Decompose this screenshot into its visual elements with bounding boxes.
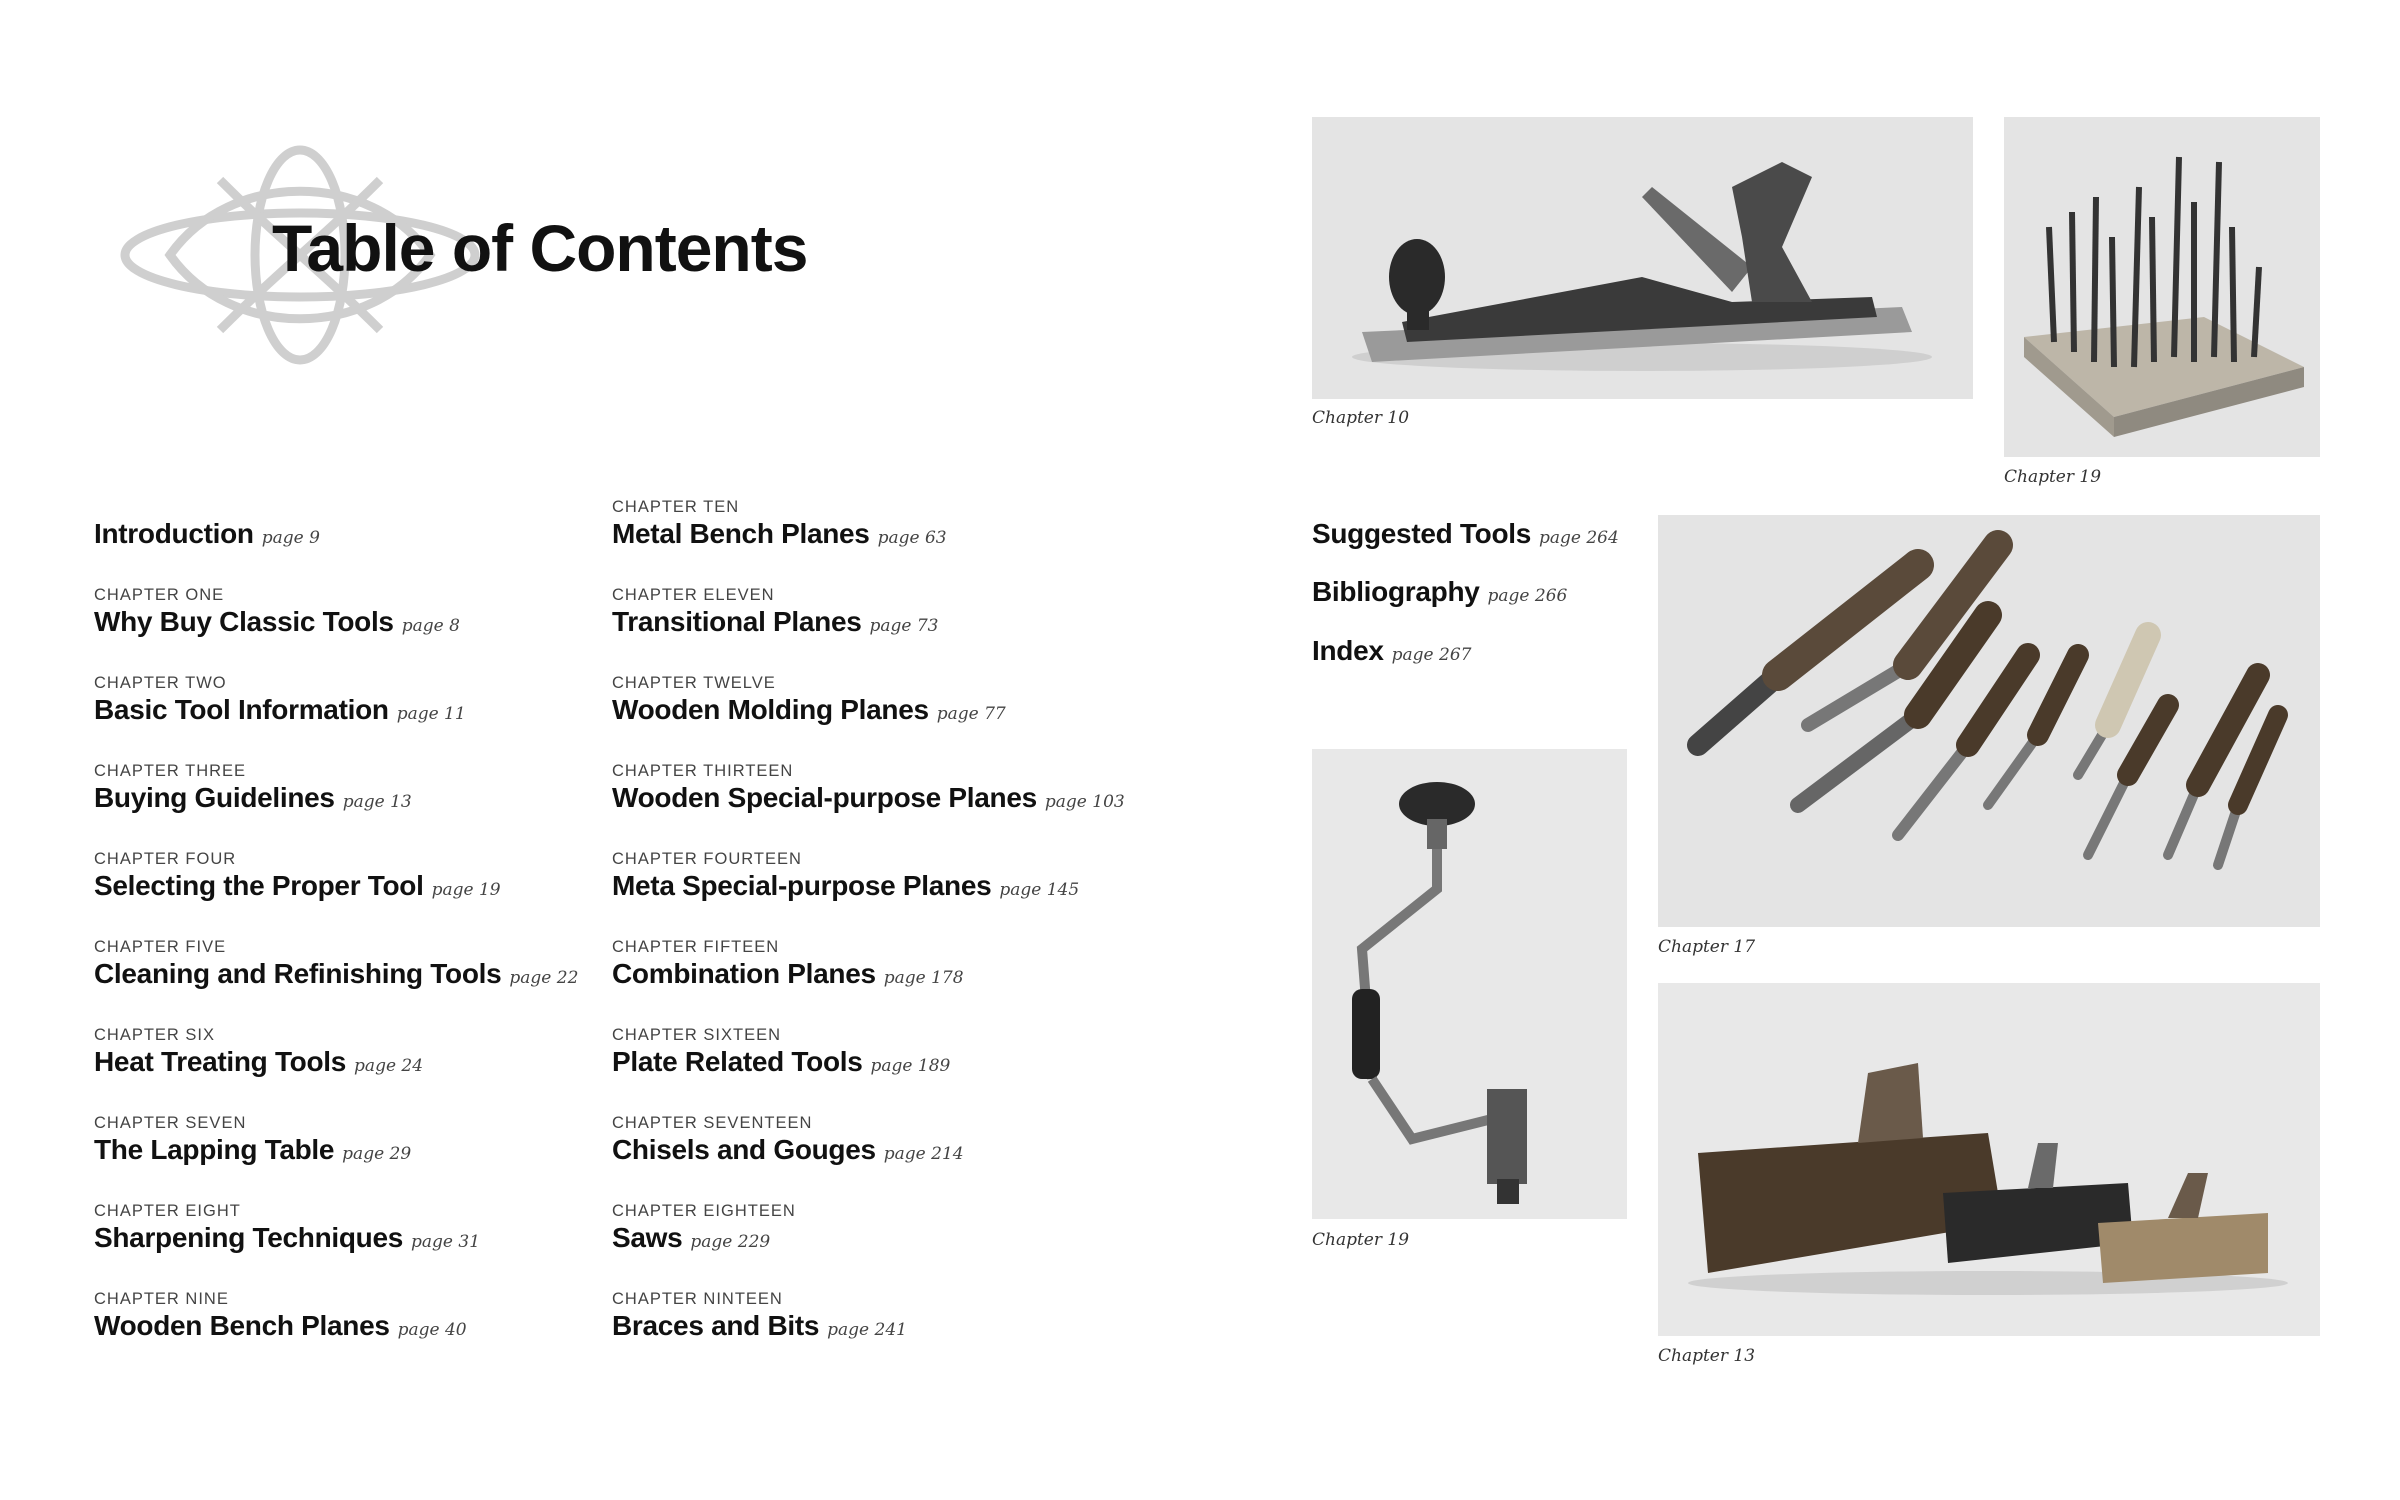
toc-title: Chisels and Gouges <box>612 1134 876 1165</box>
chapter-number: CHAPTER ELEVEN <box>612 586 775 604</box>
chapter-number: CHAPTER SEVENTEEN <box>612 1114 813 1132</box>
toc-page: page 264 <box>1539 528 1619 548</box>
toc-page: page 267 <box>1391 645 1472 665</box>
toc-entry[interactable] <box>94 585 614 644</box>
toc-entry[interactable] <box>94 1025 614 1084</box>
drill-bits-photo <box>2004 117 2320 457</box>
chapter-number: CHAPTER TEN <box>612 498 740 516</box>
toc-entry[interactable] <box>94 1289 614 1348</box>
chapter-number: CHAPTER FOUR <box>94 850 237 868</box>
chapter-number: CHAPTER FOURTEEN <box>612 850 802 868</box>
chapter-number: CHAPTER FIVE <box>94 938 227 956</box>
toc-title: Wooden Bench Planes <box>94 1310 390 1341</box>
toc-title: Combination Planes <box>612 958 876 989</box>
chapter-number: CHAPTER THIRTEEN <box>612 762 794 780</box>
toc-title: Braces and Bits <box>612 1310 820 1341</box>
toc-entry-index[interactable] <box>1312 634 1471 673</box>
photo-caption: Chapter 17 <box>1658 937 1756 957</box>
toc-entry[interactable] <box>612 1201 1132 1260</box>
toc-page: page 63 <box>877 528 947 548</box>
toc-entry[interactable] <box>94 937 614 996</box>
toc-page: page 189 <box>870 1056 951 1076</box>
chapter-number: CHAPTER EIGHT <box>94 1202 241 1220</box>
toc-entry[interactable] <box>94 1201 614 1260</box>
toc-title: Buying Guidelines <box>94 782 335 813</box>
toc-page: page 22 <box>509 968 579 988</box>
toc-title: Cleaning and Refinishing Tools <box>94 958 502 989</box>
chapter-number: CHAPTER SIXTEEN <box>612 1026 782 1044</box>
toc-entry[interactable] <box>612 849 1132 908</box>
chapter-number: CHAPTER NINE <box>94 1290 229 1308</box>
toc-page: page 40 <box>397 1320 467 1340</box>
toc-page: page 31 <box>411 1232 481 1252</box>
toc-page: page 19 <box>431 880 501 900</box>
toc-page: page 29 <box>342 1144 412 1164</box>
toc-entry-bibliography[interactable] <box>1312 575 1567 614</box>
toc-page: page 229 <box>690 1232 771 1252</box>
toc-page: page 214 <box>883 1144 964 1164</box>
toc-entry[interactable] <box>94 1113 614 1172</box>
toc-title: The Lapping Table <box>94 1134 335 1165</box>
toc-title: Sharpening Techniques <box>94 1222 404 1253</box>
toc-page: page 8 <box>401 616 460 636</box>
chapter-number: CHAPTER EIGHTEEN <box>612 1202 796 1220</box>
toc-entry[interactable] <box>612 761 1132 820</box>
chapter-number: CHAPTER SEVEN <box>94 1114 247 1132</box>
toc-title: Bibliography <box>1312 576 1480 607</box>
wooden-planes-photo <box>1658 983 2320 1336</box>
toc-title: Index <box>1312 635 1384 666</box>
toc-title: Metal Bench Planes <box>612 518 870 549</box>
bench-plane-photo <box>1312 117 1973 399</box>
toc-entry[interactable] <box>612 673 1132 732</box>
chapter-number: CHAPTER THREE <box>94 762 247 780</box>
toc-title: Plate Related Tools <box>612 1046 863 1077</box>
toc-entry[interactable] <box>612 497 1132 556</box>
photo-caption: Chapter 10 <box>1312 408 1410 428</box>
toc-entry-introduction[interactable] <box>94 517 614 556</box>
toc-title: Why Buy Classic Tools <box>94 606 394 637</box>
toc-entry[interactable] <box>612 937 1132 996</box>
toc-page: page 11 <box>396 704 466 724</box>
photo-caption: Chapter 19 <box>1312 1230 1410 1250</box>
toc-title: Suggested Tools <box>1312 518 1531 549</box>
toc-entry[interactable] <box>94 761 614 820</box>
toc-entry[interactable] <box>612 1113 1132 1172</box>
toc-page: page 178 <box>883 968 964 988</box>
chapter-number: CHAPTER SIX <box>94 1026 216 1044</box>
chapter-number: CHAPTER TWO <box>94 674 227 692</box>
toc-title: Saws <box>612 1222 683 1253</box>
chapter-number: CHAPTER NINTEEN <box>612 1290 783 1308</box>
toc-page: page 145 <box>999 880 1080 900</box>
toc-page: page 73 <box>869 616 939 636</box>
toc-entry-suggested-tools[interactable] <box>1312 517 1619 556</box>
brace-photo <box>1312 749 1627 1219</box>
toc-page: page 103 <box>1044 792 1125 812</box>
photo-caption: Chapter 19 <box>2004 467 2102 487</box>
page-title: Table of Contents <box>272 211 808 285</box>
toc-title: Heat Treating Tools <box>94 1046 347 1077</box>
chapter-number: CHAPTER TWELVE <box>612 674 776 692</box>
chapter-number: CHAPTER ONE <box>94 586 225 604</box>
toc-page: page 24 <box>354 1056 424 1076</box>
toc-title: Selecting the Proper Tool <box>94 870 424 901</box>
toc-entry[interactable] <box>612 585 1132 644</box>
chisels-photo <box>1658 515 2320 927</box>
toc-page: page 266 <box>1487 586 1568 606</box>
toc-title: Wooden Special-purpose Planes <box>612 782 1037 813</box>
toc-page: page 77 <box>936 704 1006 724</box>
toc-entry[interactable] <box>94 849 614 908</box>
toc-title: Meta Special-purpose Planes <box>612 870 992 901</box>
toc-title: Basic Tool Information <box>94 694 389 725</box>
toc-page: page 13 <box>342 792 412 812</box>
toc-title: Transitional Planes <box>612 606 862 637</box>
photo-caption: Chapter 13 <box>1658 1346 1756 1366</box>
toc-title: Wooden Molding Planes <box>612 694 929 725</box>
toc-entry[interactable] <box>612 1025 1132 1084</box>
toc-page: page 241 <box>827 1320 907 1340</box>
toc-entry[interactable] <box>94 673 614 732</box>
chapter-number: CHAPTER FIFTEEN <box>612 938 780 956</box>
toc-entry[interactable] <box>612 1289 1132 1348</box>
toc-page: page 9 <box>261 528 320 548</box>
toc-title: Introduction <box>94 518 254 549</box>
